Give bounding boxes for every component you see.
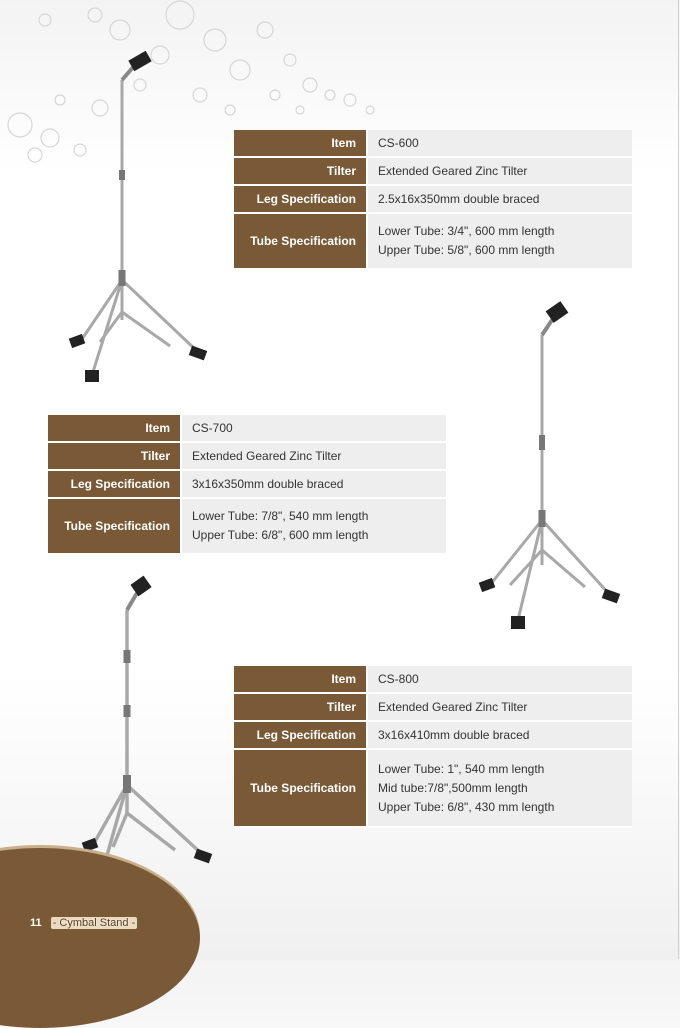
spec-key: Tube Specification bbox=[234, 750, 368, 828]
spec-row-tilter bbox=[48, 443, 446, 471]
spec-value-line: Extended Geared Zinc Tilter bbox=[192, 448, 342, 463]
cymbal-stand-image-cs700 bbox=[470, 295, 630, 640]
spec-value bbox=[368, 158, 632, 186]
spec-value-line: Upper Tube: 6/8", 600 mm length bbox=[192, 528, 369, 542]
spec-row-tube bbox=[234, 750, 632, 828]
spec-row-leg bbox=[48, 471, 446, 499]
section-title: - Cymbal Stand - bbox=[52, 917, 136, 929]
spec-row-tube bbox=[48, 499, 446, 555]
spec-value-line: Mid tube:7/8",500mm length bbox=[378, 780, 528, 795]
spec-value bbox=[368, 214, 632, 270]
spec-value-line: Upper Tube: 6/8", 430 mm length bbox=[378, 799, 555, 814]
spec-key: Tilter bbox=[234, 158, 368, 186]
page-number: 11 bbox=[30, 917, 42, 929]
spec-value bbox=[368, 750, 632, 828]
spec-value-line: 3x16x350mm double braced bbox=[192, 476, 344, 491]
cymbal-stand-image-cs800 bbox=[75, 575, 225, 895]
spec-row-tilter bbox=[234, 694, 632, 722]
spec-table-cs700 bbox=[48, 415, 446, 555]
spec-row-item bbox=[48, 415, 446, 443]
spec-value-line: 3x16x410mm double braced bbox=[378, 727, 530, 742]
spec-table-cs600 bbox=[234, 130, 632, 270]
cymbal-stand-image-cs600 bbox=[60, 50, 210, 390]
spec-value bbox=[182, 471, 446, 499]
spec-key: Tilter bbox=[48, 443, 182, 471]
spec-value bbox=[368, 186, 632, 214]
spec-key: Tube Specification bbox=[48, 499, 182, 555]
spec-value bbox=[182, 443, 446, 471]
spec-value-line: CS-800 bbox=[378, 671, 419, 686]
spec-value bbox=[368, 130, 632, 158]
spec-key: Tube Specification bbox=[234, 214, 368, 270]
spec-value-line: Lower Tube: 1", 540 mm length bbox=[378, 761, 545, 776]
spec-row-item bbox=[234, 130, 632, 158]
spec-key: Tilter bbox=[234, 694, 368, 722]
spec-value-line: Lower Tube: 3/4", 600 mm length bbox=[378, 224, 555, 238]
spec-value-line: Lower Tube: 7/8", 540 mm length bbox=[192, 509, 369, 523]
spec-row-leg bbox=[234, 722, 632, 750]
spec-value-line: CS-600 bbox=[378, 135, 419, 150]
spec-key: Item bbox=[234, 666, 368, 694]
spec-value-line: Upper Tube: 5/8", 600 mm length bbox=[378, 243, 555, 257]
spec-key: Leg Specification bbox=[234, 186, 368, 214]
spec-value bbox=[368, 694, 632, 722]
spec-key: Leg Specification bbox=[48, 471, 182, 499]
spec-key: Item bbox=[234, 130, 368, 158]
spec-value bbox=[182, 415, 446, 443]
spec-value-line: 2.5x16x350mm double braced bbox=[378, 191, 540, 206]
page-footer bbox=[30, 917, 137, 929]
spec-key: Leg Specification bbox=[234, 722, 368, 750]
spec-row-tube bbox=[234, 214, 632, 270]
spec-row-tilter bbox=[234, 158, 632, 186]
spec-key: Item bbox=[48, 415, 182, 443]
spec-table-cs800 bbox=[234, 666, 632, 828]
spec-row-leg bbox=[234, 186, 632, 214]
spec-value-line: Extended Geared Zinc Tilter bbox=[378, 699, 528, 714]
spec-value-line: Extended Geared Zinc Tilter bbox=[378, 163, 528, 178]
spec-row-item bbox=[234, 666, 632, 694]
spec-value-line: CS-700 bbox=[192, 420, 233, 435]
spec-value bbox=[368, 666, 632, 694]
spec-value bbox=[368, 722, 632, 750]
spec-value bbox=[182, 499, 446, 555]
